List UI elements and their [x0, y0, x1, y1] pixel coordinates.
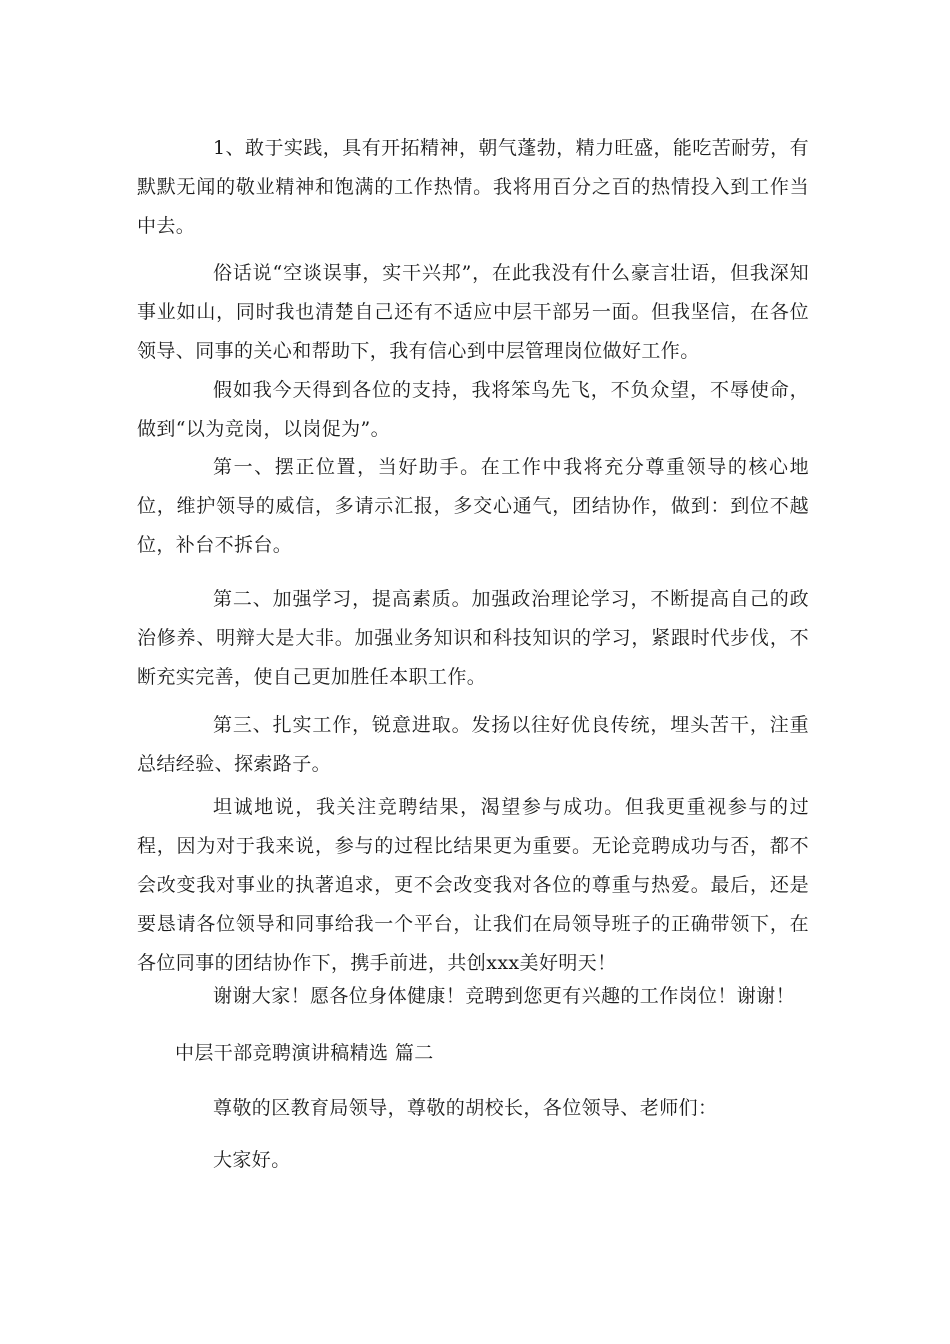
paragraph-frankly: 坦诚地说，我关注竞聘结果，渴望参与成功。但我更重视参与的过程，因为对于我来说，参与的过程比结果更为重要。无论竞聘成功与否，都不会改变我对事业的执著追求，更不会改变我对各位的尊重与热爱。最后，还是要恳请各位领导和同事给我一个平台，让我们在局领导班子的正确带领下，在各位同事的团结协作下，携手前进，共创xxx美好明天！: [137, 796, 809, 974]
paragraph-support: 假如我今天得到各位的支持，我将笨鸟先飞，不负众望，不辱使命，做到“以为竞岗，以岗促为”。: [137, 379, 809, 440]
salutation: 尊敬的区教育局领导，尊敬的胡校长，各位领导、老师们：: [213, 1097, 718, 1119]
paragraph-saying: 俗话说“空谈误事，实干兴邦”，在此我没有什么豪言壮语，但我深知事业如山，同时我也清楚自己还有不适应中层干部另一面。但我坚信，在各位领导、同事的关心和帮助下，我有信心到中层管理岗位做好工作。: [137, 262, 809, 362]
paragraph-point-two: 第二、加强学习，提高素质。加强政治理论学习，不断提高自己的政治修养、明辩大是大非。加强业务知识和科技知识的学习，紧跟时代步伐，不断充实完善，使自己更加胜任本职工作。: [137, 588, 809, 688]
paragraph-thanks: 谢谢大家！愿各位身体健康！竞聘到您更有兴趣的工作岗位！谢谢！: [213, 985, 796, 1007]
paragraph-point-three: 第三、扎实工作，锐意进取。发扬以往好优良传统，埋头苦干，注重总结经验、探索路子。: [137, 714, 809, 775]
paragraph-practice: 1、敢于实践，具有开拓精神，朝气蓬勃，精力旺盛，能吃苦耐劳，有默默无闻的敬业精神和饱满的工作热情。我将用百分之百的热情投入到工作当中去。: [137, 137, 809, 237]
greeting: 大家好。: [213, 1149, 291, 1171]
paragraph-point-one: 第一、摆正位置，当好助手。在工作中我将充分尊重领导的核心地位，维护领导的威信，多请示汇报，多交心通气，团结协作，做到：到位不越位，补台不拆台。: [137, 456, 809, 556]
section-heading: 中层干部竞聘演讲稿精选 篇二: [175, 1042, 434, 1064]
